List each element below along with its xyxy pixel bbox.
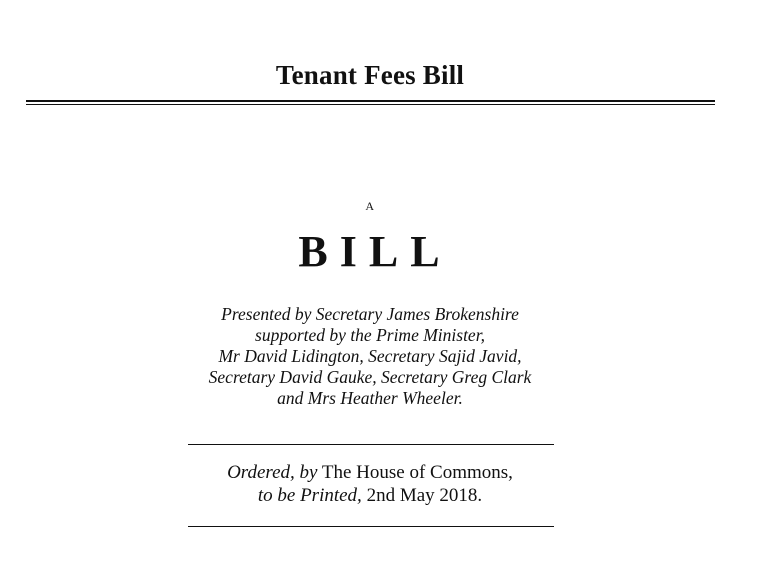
- presented-line: Mr David Lidington, Secretary Sajid Javid,: [218, 346, 522, 366]
- ordered-line-2: [0, 484, 740, 507]
- bill-heading: BILL: [298, 227, 452, 276]
- article-a: A: [365, 199, 375, 213]
- ordered-line-1: [0, 461, 740, 484]
- presented-by-block: [0, 304, 740, 409]
- ordered-rule-bottom: [188, 526, 554, 527]
- ordered-by-text: Ordered, by: [227, 462, 318, 483]
- presented-line: Presented by Secretary James Brokenshire: [221, 304, 519, 324]
- to-be-printed-text: to be Printed,: [257, 485, 362, 506]
- presented-line: supported by the Prime Minister,: [255, 325, 485, 345]
- print-date-text: 2nd May 2018.: [366, 485, 483, 506]
- ordered-block: [0, 461, 740, 507]
- presented-line: and Mrs Heather Wheeler.: [277, 388, 463, 408]
- title-rule-thin: [26, 104, 715, 105]
- presented-line: Secretary David Gauke, Secretary Greg Clark: [208, 367, 532, 387]
- bill-title: Tenant Fees Bill: [275, 60, 465, 90]
- title-rule-thick: [26, 100, 715, 102]
- ordered-rule-top: [188, 444, 554, 445]
- house-of-commons-text: The House of Commons,: [321, 462, 513, 483]
